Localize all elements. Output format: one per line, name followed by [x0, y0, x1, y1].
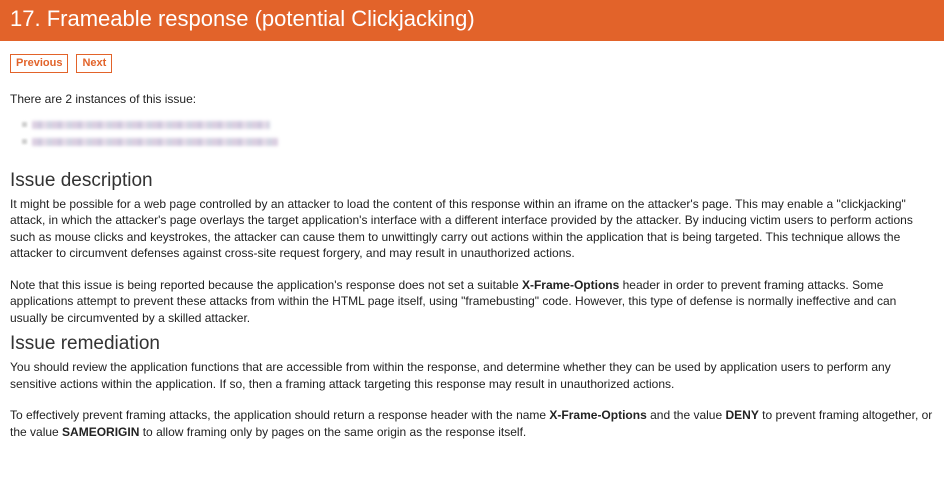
header-name: X-Frame-Options	[521, 277, 620, 292]
issue-navigation	[10, 54, 112, 73]
text-span: and the value	[646, 408, 726, 422]
instances-intro: There are 2 instances of this issue:	[10, 92, 197, 106]
instances-list	[10, 117, 934, 149]
next-button[interactable]: Next	[76, 54, 112, 73]
header-value-sameorigin: SAMEORIGIN	[62, 424, 140, 439]
issue-content	[10, 91, 934, 440]
text-span: to allow framing only by pages on the same origin as the response itself.	[139, 424, 527, 439]
text-span: header in order to prevent framing attacks. Some applications attempt to prevent these attacks from within the HTML page itself, using "framebusting" code. However, this type of defense is normally ineffective and can usually be circumvented by a skilled attacker.	[10, 277, 897, 325]
issue-description-para1: It might be possible for a web page controlled by an attacker to load the content of this response within an iframe on the attacker's page. This may enable a "clickjacking" attack, in which the attacker's page overlays the target application's interface with a different interface provided by the attacker. By inducing victim users to perform actions such as mouse clicks and keystrokes, the attacker can cause them to unwittingly carry out actions within the application that is being targeted. This technique allows the attacker to circumvent defenses against cross-site request forgery, and may result in unauthorized actions.	[10, 196, 913, 260]
instance-item[interactable]	[32, 134, 934, 149]
text-span: Note that this issue is being reported because the application's response does not set a suitable	[10, 277, 522, 292]
header-name: X-Frame-Options	[549, 408, 647, 422]
issue-title: 17. Frameable response (potential Clickjacking)	[0, 0, 944, 41]
instance-item[interactable]	[32, 117, 934, 132]
redacted-url	[32, 121, 270, 129]
issue-remediation-para1: You should review the application functions that are accessible from within the response, and determine whether they can be used by application users to perform any sensitive actions within the application. If so, then a framing attack targeting this response may result in unauthorized actions.	[10, 360, 891, 391]
text-span: To effectively prevent framing attacks, the application should return a response header with the name	[10, 408, 550, 422]
previous-button[interactable]: Previous	[10, 54, 68, 73]
issue-description-heading: Issue description	[10, 169, 153, 191]
issue-description-para2	[10, 277, 934, 327]
redacted-url	[32, 138, 278, 146]
issue-remediation-heading: Issue remediation	[10, 333, 160, 354]
bullet-icon	[22, 122, 27, 127]
text-span: to prevent framing altogether, or the value	[10, 408, 933, 439]
issue-remediation-para2	[10, 407, 934, 440]
header-value-deny: DENY	[725, 408, 759, 422]
bullet-icon	[22, 139, 27, 144]
